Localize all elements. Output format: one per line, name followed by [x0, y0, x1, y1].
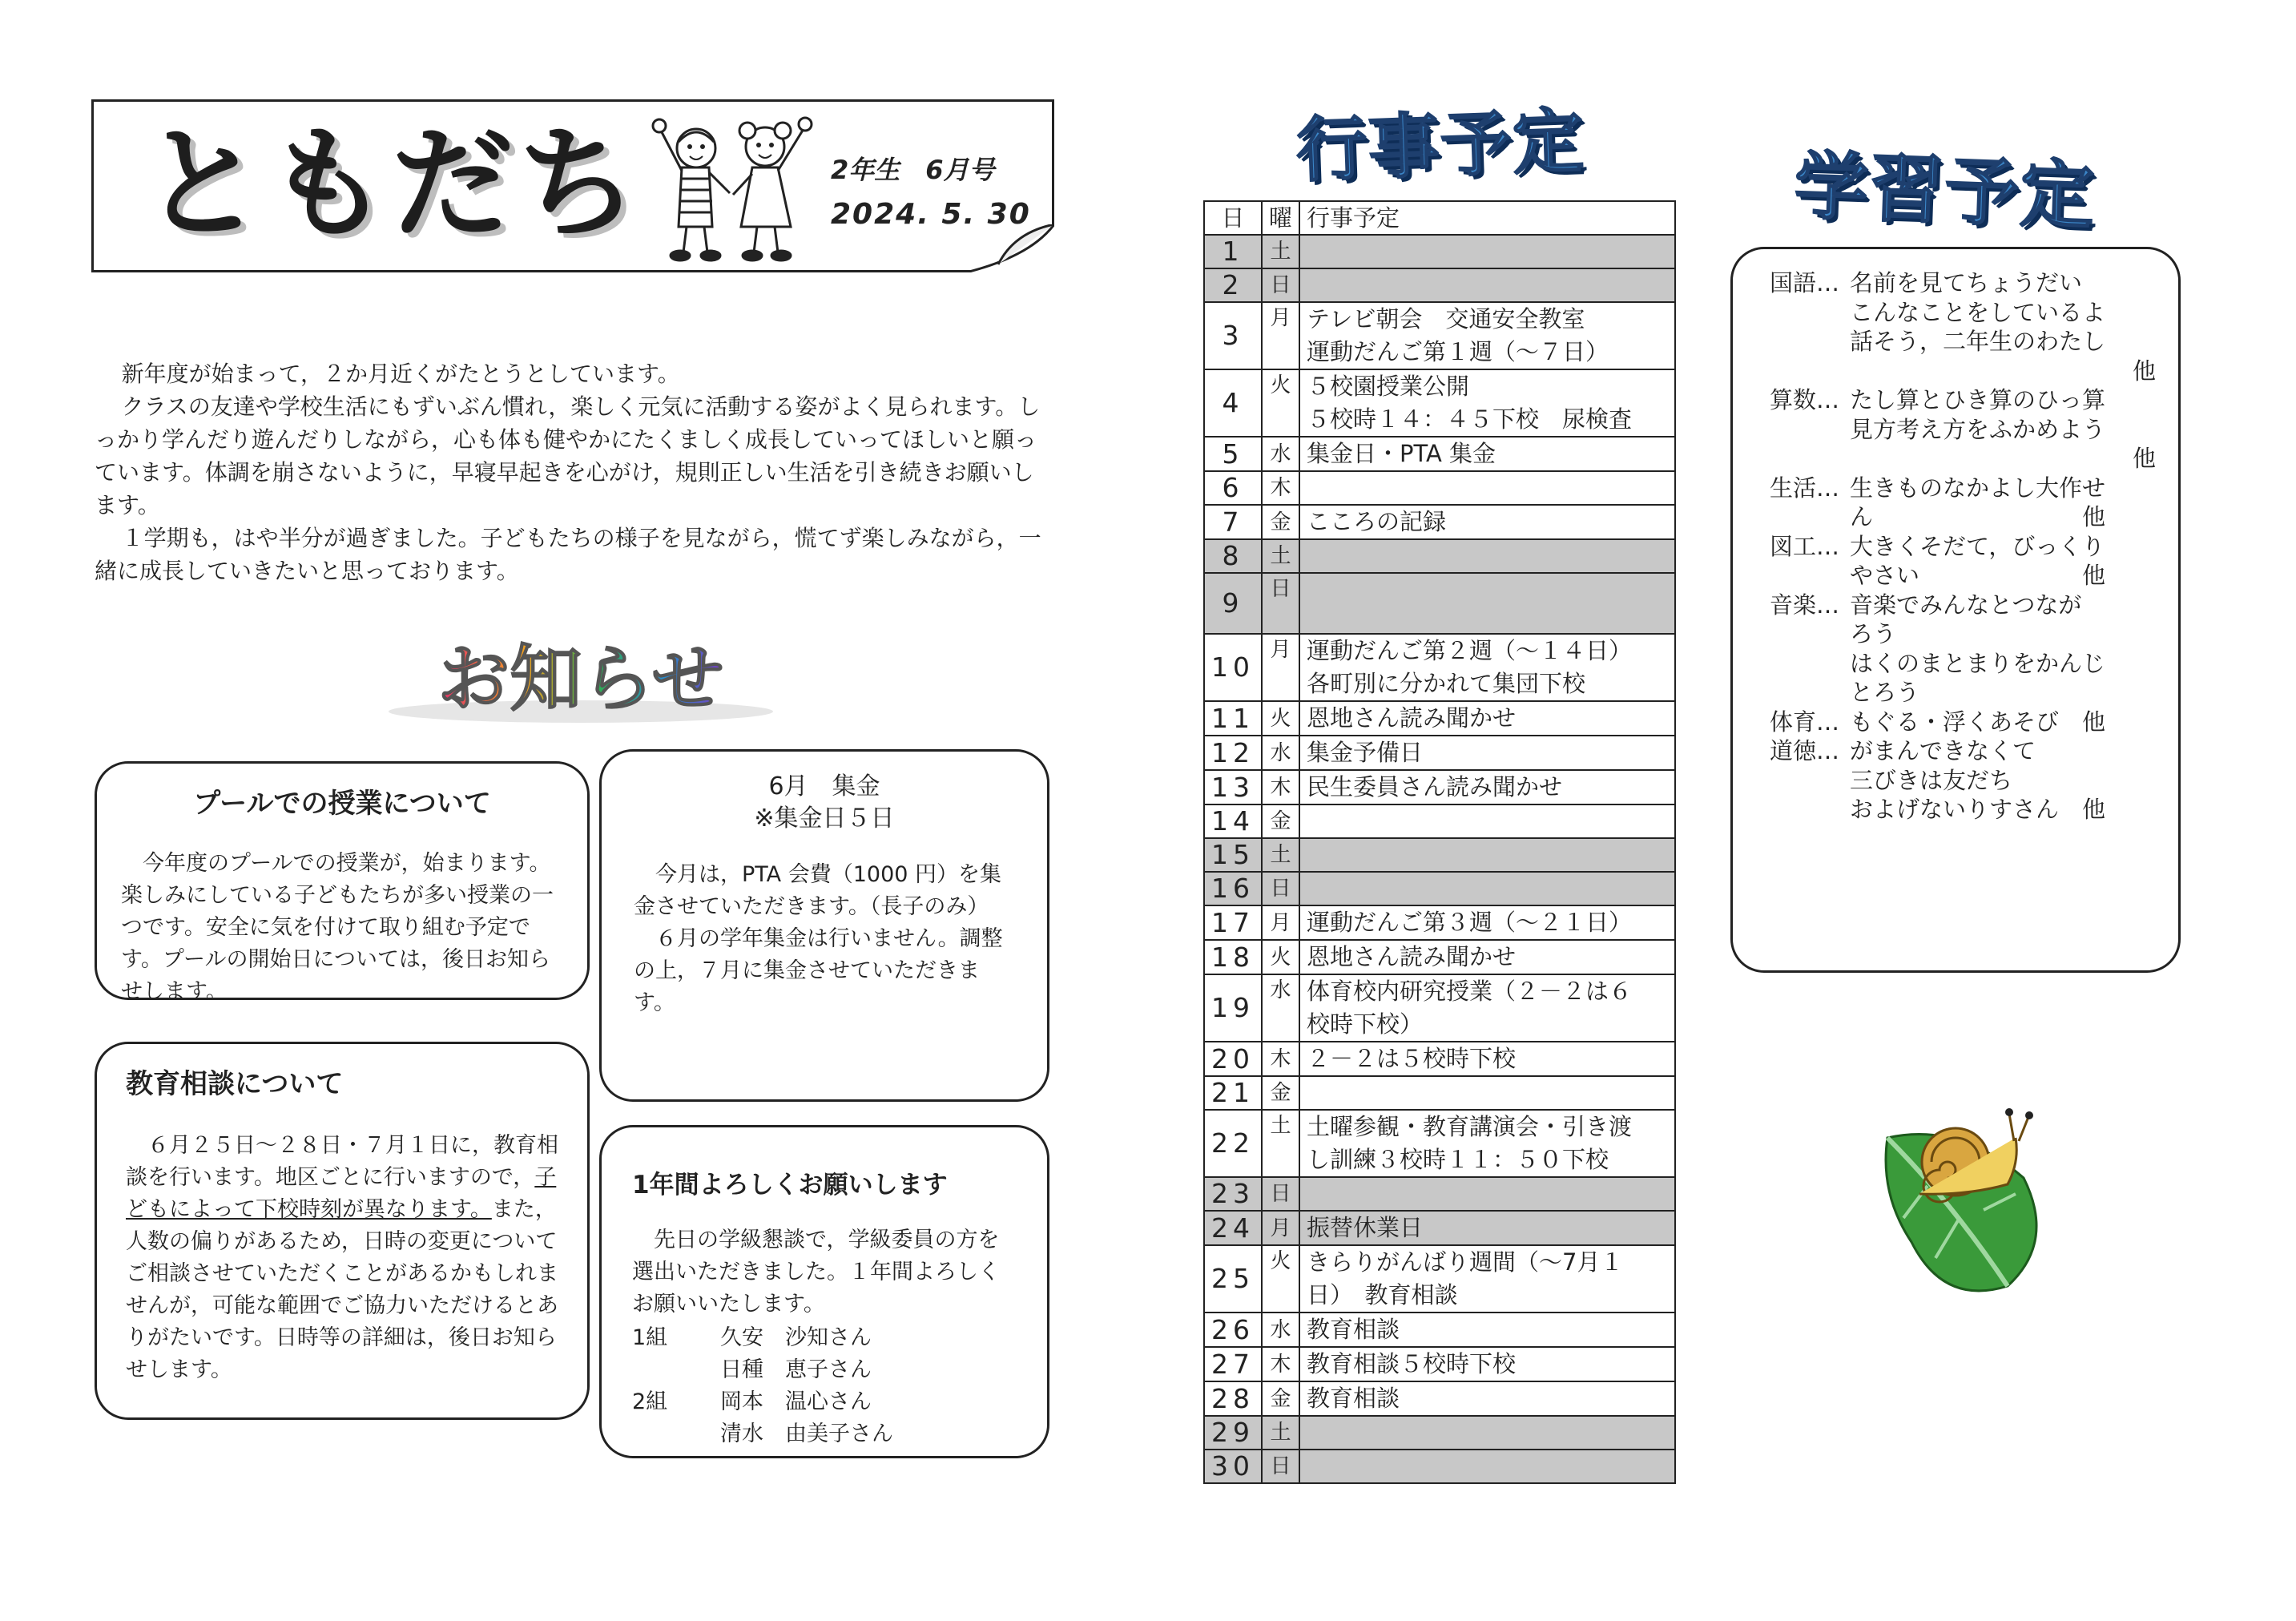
weekday-cell: 木	[1262, 1347, 1299, 1381]
event-cell	[1299, 539, 1675, 573]
day-cell: 1	[1204, 235, 1262, 268]
unit-title: たし算とひき算のひっ算	[1850, 386, 2106, 413]
event-line: 日） 教育相談	[1307, 1281, 1458, 1308]
class-committee-box	[599, 1125, 1049, 1458]
weekday-cell: 木	[1262, 770, 1299, 804]
children-illustration	[647, 107, 815, 264]
event-line: 運動だんご第２週（～１４日）	[1307, 637, 1633, 664]
event-cell	[1299, 838, 1675, 872]
class-committee-body: 先日の学級懇談で，学級委員の方を選出いただきました。１年間よろしくお願いいたします。	[632, 1228, 1000, 1317]
unit-title: がまんできなくて	[1850, 737, 2036, 764]
class-label	[632, 1418, 720, 1450]
event-cell	[1299, 1076, 1675, 1110]
intro-paragraph: １学期も，はや半分が過ぎました。子どもたちの様子を見ながら，慌てず楽しみながら，一緒に成長していきたいと思っております。	[95, 525, 1041, 584]
day-cell: 5	[1204, 437, 1262, 471]
day-cell: 2	[1204, 268, 1262, 302]
oshirase-heading-text: お知らせ	[437, 637, 724, 721]
day-cell: 29	[1204, 1416, 1262, 1450]
unit-title: 生きものなかよし大作せ	[1850, 474, 2106, 502]
unit-title: 三びきは友だち	[1850, 766, 2013, 794]
weekday-cell: 土	[1262, 235, 1299, 268]
event-cell	[1299, 940, 1675, 974]
event-schedule-heading: 行事予定	[1295, 99, 1586, 192]
intro-text	[95, 357, 1056, 587]
weekday-cell: 土	[1262, 1110, 1299, 1177]
study-subject-row	[1770, 385, 2156, 474]
study-subject-row	[1770, 474, 2156, 532]
unit-title: 大きくそだて，びっくり	[1850, 532, 2105, 560]
day-cell: 24	[1204, 1211, 1262, 1245]
table-row	[1204, 539, 1675, 573]
event-cell	[1299, 471, 1675, 505]
table-row	[1204, 940, 1675, 974]
event-cell	[1299, 235, 1675, 268]
event-cell	[1299, 268, 1675, 302]
day-cell: 14	[1204, 804, 1262, 838]
day-cell: 22	[1204, 1110, 1262, 1177]
intro-paragraph: クラスの友達や学校生活にもずいぶん慣れ，楽しく元気に活動する姿がよく見られます。しっかり学んだり遊んだりしながら，心も体も健やかにたくましく成長していってほしいと願っています。体調を崩さないように，早寝早起きを心がけ，規則正しい生活を引き続きお願いします。	[95, 393, 1041, 518]
table-row	[1204, 701, 1675, 736]
weekday-cell: 土	[1262, 539, 1299, 573]
table-row	[1204, 1076, 1675, 1110]
weekday-cell: 日	[1262, 268, 1299, 302]
member-name: 日種 恵子さん	[720, 1357, 872, 1382]
table-row	[1204, 1211, 1675, 1245]
table-row	[1204, 268, 1675, 302]
weekday-cell: 火	[1262, 369, 1299, 437]
unit-title: もぐる・浮くあそび 他	[1850, 708, 2106, 736]
weekday-cell: 月	[1262, 1211, 1299, 1245]
table-row	[1204, 471, 1675, 505]
weekday-cell: 水	[1262, 437, 1299, 471]
weekday-cell: 日	[1262, 573, 1299, 634]
event-line: ２－２は５校時下校	[1307, 1045, 1517, 1072]
event-cell	[1299, 804, 1675, 838]
weekday-cell: 金	[1262, 1381, 1299, 1416]
committee-member	[632, 1322, 1017, 1354]
unit-title: こんなことをしているよ	[1850, 298, 2106, 326]
table-row	[1204, 804, 1675, 838]
counseling-body-text-after: また，人数の偏りがあるため，日時の変更についてご相談させていただくことがあるかもしれませんが，可能な範囲でご協力いただけるとありがたいです。日時等の詳細は，後日お知らせします。	[126, 1197, 558, 1382]
study-subject-row	[1770, 532, 2156, 591]
subject-label: 生活…	[1770, 474, 1840, 502]
pool-body: 今年度のプールでの授業が，始まります。楽しみにしている子どもたちが多い授業の一つです。安全に気を付けて取り組む予定です。プールの開始日については，後日お知らせします。	[121, 851, 554, 1004]
subject-label: 図工…	[1770, 532, 1840, 560]
weekday-cell: 水	[1262, 1313, 1299, 1347]
table-row	[1204, 369, 1675, 437]
weekday-cell: 日	[1262, 1450, 1299, 1483]
day-cell: 12	[1204, 736, 1262, 770]
event-cell	[1299, 1110, 1675, 1177]
event-line: 各町別に分かれて集団下校	[1307, 670, 1586, 697]
table-row	[1204, 302, 1675, 369]
event-cell	[1299, 701, 1675, 736]
day-cell: 26	[1204, 1313, 1262, 1347]
weekday-cell: 土	[1262, 838, 1299, 872]
intro-paragraph: 新年度が始まって，２か月近くがたとうとしています。	[121, 361, 680, 387]
table-row	[1204, 235, 1675, 268]
snail-on-leaf-illustration	[1871, 1106, 2056, 1298]
weekday-cell: 日	[1262, 1177, 1299, 1211]
event-line: 校時下校）	[1307, 1010, 1424, 1038]
event-line: ５校時１４：４５下校 尿検査	[1307, 405, 1633, 433]
committee-member	[632, 1418, 1017, 1450]
event-cell	[1299, 573, 1675, 634]
table-row	[1204, 872, 1675, 905]
day-cell: 15	[1204, 838, 1262, 872]
others-note: 他	[2132, 357, 2156, 385]
study-schedule-heading: 学習予定	[1792, 143, 2097, 240]
collection-title: 6月 集金	[768, 772, 880, 800]
table-row	[1204, 1450, 1675, 1483]
pool-title: プールでの授業について	[193, 788, 491, 820]
counseling-body	[126, 1130, 558, 1386]
class-label: 1組	[632, 1325, 668, 1350]
weekday-cell: 火	[1262, 1245, 1299, 1313]
event-cell	[1299, 1177, 1675, 1211]
others-note: 他	[2132, 445, 2156, 472]
grade-issue: 2年生 6月号	[831, 155, 995, 185]
event-cell	[1299, 437, 1675, 471]
counseling-body-text: ６月２５日～２８日・７月１日に，教育相談を行います。地区ごとに行いますので，	[126, 1133, 558, 1190]
event-cell	[1299, 302, 1675, 369]
event-cell	[1299, 1347, 1675, 1381]
table-row	[1204, 1110, 1675, 1177]
event-line: テレビ朝会 交通安全教室	[1307, 305, 1585, 333]
event-line: 教育相談	[1307, 1385, 1400, 1412]
event-line: 恩地さん読み聞かせ	[1307, 704, 1517, 732]
subject-label: 道徳…	[1770, 737, 1840, 764]
study-subject-row	[1770, 591, 2156, 708]
column-header-event: 行事予定	[1299, 201, 1675, 235]
counseling-title: 教育相談について	[126, 1068, 344, 1100]
table-row	[1204, 1416, 1675, 1450]
pool-notice-box	[95, 761, 590, 1004]
table-row	[1204, 905, 1675, 940]
event-cell	[1299, 1416, 1675, 1450]
event-cell	[1299, 872, 1675, 905]
table-row	[1204, 1347, 1675, 1381]
counseling-underlined-text: 子どもによって下校時刻が異なります。	[126, 1165, 557, 1222]
weekday-cell: 木	[1262, 471, 1299, 505]
subject-label: 音楽…	[1770, 591, 1840, 619]
event-cell	[1299, 1042, 1675, 1076]
day-cell: 19	[1204, 974, 1262, 1042]
weekday-cell: 日	[1262, 872, 1299, 905]
table-row	[1204, 838, 1675, 872]
event-cell	[1299, 770, 1675, 804]
collection-para: ６月の学年集金は行いません。調整の上，７月に集金させていただきます。	[634, 926, 1003, 1015]
table-row	[1204, 974, 1675, 1042]
counseling-notice-box	[95, 1042, 590, 1420]
day-cell: 30	[1204, 1450, 1262, 1483]
day-cell: 25	[1204, 1245, 1262, 1313]
unit-title: とろう	[1850, 679, 1920, 706]
event-cell	[1299, 1381, 1675, 1416]
collection-para: 今月は，PTA 会費（1000 円）を集金させていただきます。（長子のみ）	[634, 862, 1002, 919]
collection-notice-box	[599, 749, 1049, 1102]
study-subject-row	[1770, 708, 2156, 737]
issue-date: 2024. 5. 30	[831, 198, 1031, 231]
event-line: 土曜参観・教育講演会・引き渡	[1307, 1113, 1633, 1140]
day-cell: 6	[1204, 471, 1262, 505]
newsletter-title: ともだち	[142, 113, 642, 255]
unit-title: 音楽でみんなとつなが	[1850, 591, 2082, 619]
weekday-cell: 水	[1262, 974, 1299, 1042]
day-cell: 8	[1204, 539, 1262, 573]
weekday-cell: 水	[1262, 736, 1299, 770]
event-cell	[1299, 974, 1675, 1042]
weekday-cell: 金	[1262, 804, 1299, 838]
event-line: 運動だんご第１週（～７日）	[1307, 338, 1609, 365]
day-cell: 28	[1204, 1381, 1262, 1416]
committee-member	[632, 1386, 1017, 1418]
weekday-cell: 土	[1262, 1416, 1299, 1450]
table-row	[1204, 1177, 1675, 1211]
unit-title: ろう	[1850, 620, 1897, 647]
day-cell: 11	[1204, 701, 1262, 736]
event-line: こころの記録	[1307, 508, 1447, 535]
event-cell	[1299, 905, 1675, 940]
event-cell	[1299, 1211, 1675, 1245]
study-subject-row	[1770, 268, 2156, 385]
event-line: 集金予備日	[1307, 739, 1424, 766]
weekday-cell: 火	[1262, 940, 1299, 974]
class-committee-title: 1年間よろしくお願いします	[632, 1171, 948, 1200]
weekday-cell: 木	[1262, 1042, 1299, 1076]
event-line: し訓練３校時１１：５０下校	[1307, 1146, 1609, 1173]
subject-label: 国語…	[1770, 269, 1840, 296]
member-name: 清水 由美子さん	[720, 1421, 893, 1446]
day-cell: 4	[1204, 369, 1262, 437]
weekday-cell: 金	[1262, 505, 1299, 539]
table-row	[1204, 736, 1675, 770]
event-line: 教育相談	[1307, 1316, 1400, 1343]
table-row	[1204, 1042, 1675, 1076]
unit-title: 話そう，二年生のわたし	[1850, 328, 2106, 355]
unit-title: ん 他	[1850, 503, 2106, 530]
event-line: 体育校内研究授業（２－２は６	[1307, 978, 1633, 1005]
event-line: ５校園授業公開	[1307, 373, 1470, 400]
day-cell: 10	[1204, 634, 1262, 701]
unit-title: はくのまとまりをかんじ	[1850, 649, 2106, 677]
event-line: 運動だんご第３週（～２１日）	[1307, 909, 1633, 936]
unit-title: 名前を見てちょうだい	[1850, 269, 2083, 296]
weekday-cell: 月	[1262, 905, 1299, 940]
class-label: 2組	[632, 1389, 668, 1414]
table-row	[1204, 770, 1675, 804]
unit-title: 見方考え方をふかめよう	[1850, 415, 2106, 443]
event-schedule-table	[1203, 200, 1676, 1484]
event-line: きらりがんばり週間（～7月１	[1307, 1248, 1624, 1276]
event-cell	[1299, 1450, 1675, 1483]
table-row	[1204, 437, 1675, 471]
newsletter-banner	[91, 99, 1054, 272]
day-cell: 3	[1204, 302, 1262, 369]
unit-title: およげないりすさん 他	[1850, 796, 2106, 823]
member-name: 岡本 温心さん	[720, 1389, 872, 1414]
table-row	[1204, 1313, 1675, 1347]
day-cell: 9	[1204, 573, 1262, 634]
event-line: 振替休業日	[1307, 1214, 1424, 1241]
day-cell: 23	[1204, 1177, 1262, 1211]
event-cell	[1299, 1313, 1675, 1347]
event-line: 民生委員さん読み聞かせ	[1307, 773, 1563, 800]
day-cell: 18	[1204, 940, 1262, 974]
weekday-cell: 火	[1262, 701, 1299, 736]
day-cell: 16	[1204, 872, 1262, 905]
committee-member-list	[632, 1322, 1017, 1450]
event-cell	[1299, 505, 1675, 539]
day-cell: 27	[1204, 1347, 1262, 1381]
column-header-day: 日	[1204, 201, 1262, 235]
event-cell	[1299, 1245, 1675, 1313]
table-row	[1204, 1381, 1675, 1416]
event-line: 集金日・PTA 集金	[1307, 440, 1496, 467]
event-line: 恩地さん読み聞かせ	[1307, 943, 1517, 970]
study-schedule-box	[1730, 247, 2181, 973]
event-cell	[1299, 634, 1675, 701]
day-cell: 7	[1204, 505, 1262, 539]
committee-member	[632, 1354, 1017, 1386]
page-curl	[966, 224, 1054, 272]
weekday-cell: 月	[1262, 302, 1299, 369]
class-label	[632, 1354, 720, 1386]
subject-label: 体育…	[1770, 708, 1840, 736]
table-row	[1204, 505, 1675, 539]
study-subject-row	[1770, 736, 2156, 825]
event-cell	[1299, 736, 1675, 770]
day-cell: 13	[1204, 770, 1262, 804]
weekday-cell: 金	[1262, 1076, 1299, 1110]
event-line: 教育相談５校時下校	[1307, 1350, 1517, 1377]
unit-title: やさい 他	[1850, 562, 2106, 589]
day-cell: 21	[1204, 1076, 1262, 1110]
oshirase-heading	[377, 633, 785, 729]
weekday-cell: 月	[1262, 634, 1299, 701]
day-cell: 20	[1204, 1042, 1262, 1076]
table-header-row	[1204, 201, 1675, 235]
day-cell: 17	[1204, 905, 1262, 940]
subject-label: 算数…	[1770, 386, 1840, 413]
table-row	[1204, 634, 1675, 701]
table-row	[1204, 1245, 1675, 1313]
column-header-weekday: 曜	[1262, 201, 1299, 235]
table-row	[1204, 573, 1675, 634]
member-name: 久安 沙知さん	[720, 1325, 872, 1350]
collection-date: ※集金日５日	[754, 804, 895, 833]
event-cell	[1299, 369, 1675, 437]
